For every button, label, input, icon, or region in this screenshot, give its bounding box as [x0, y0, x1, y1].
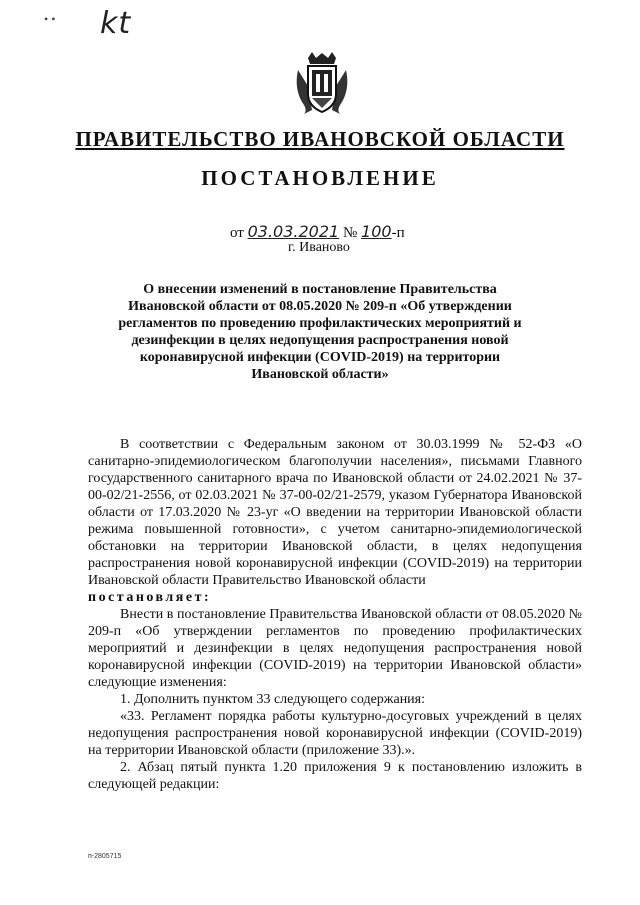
date-number-line	[230, 222, 405, 242]
number-suffix: -п	[391, 225, 405, 241]
coat-of-arms-icon	[294, 50, 350, 116]
date-prefix: от	[230, 225, 244, 241]
item-1-quote: «33. Регламент порядка работы культурно-досуговых учреждений в целях недопущения распространения новой коронавирусной инфекции (COVID-2019) на территории Ивановской области (приложение 33).».	[88, 709, 582, 758]
footer-code: п-2805715	[88, 853, 122, 860]
handwritten-mark: kt	[100, 6, 132, 41]
city: г. Иваново	[288, 240, 350, 255]
decides-label: постановляет:	[88, 590, 212, 605]
corner-mark: • •	[44, 12, 56, 26]
document-type: ПОСТАНОВЛЕНИЕ	[201, 166, 439, 190]
preamble-paragraph: В соответствии с Федеральным законом от 30.03.1999 № 52-ФЗ «О санитарно-эпидемиологическом благополучии населения», письмами Главного государственного санитарного врача по Ивановской области от 24.02.2021 № 37-00-02/21-2556, от 02.03.2021 № 37-00-02/21-2579, указом Губернатора Ивановской области от 17.03.2020 № 23-уг «О введении на территории Ивановской области режима повышенной готовности», с учетом санитарно-эпидемиологической обстановки на территории Ивановской области, в целях недопущения распространения новой коронавирусной инфекции (COVID-2019) на территории Ивановской области Правительство Ивановской области	[88, 437, 582, 588]
document-number: 100	[361, 222, 392, 241]
document-subject: О внесении изменений в постановление Правительства Ивановской области от 08.05.2020 № 209-п «Об утверждении регламентов по проведению профилактических мероприятий и дезинфекции в целях недопущения распространения новой коронавирусной инфекции (COVID-2019) на территории Ивановской области»	[118, 282, 522, 382]
number-prefix: №	[342, 225, 358, 241]
document-date: 03.03.2021	[247, 222, 340, 241]
amendment-paragraph: Внести в постановление Правительства Ивановской области от 08.05.2020 № 209-п «Об утверждении регламентов по проведению профилактических мероприятий и дезинфекции в целях недопущения распространения новой коронавирусной инфекции (COVID-2019) на территории Ивановской области» следующие изменения:	[88, 607, 582, 690]
document-body	[88, 436, 582, 793]
item-1: 1. Дополнить пунктом 33 следующего содержания:	[120, 692, 426, 707]
item-2: 2. Абзац пятый пункта 1.20 приложения 9 к постановлению изложить в следующей редакции:	[88, 760, 582, 792]
government-title: ПРАВИТЕЛЬСТВО ИВАНОВСКОЙ ОБЛАСТИ	[75, 127, 565, 151]
